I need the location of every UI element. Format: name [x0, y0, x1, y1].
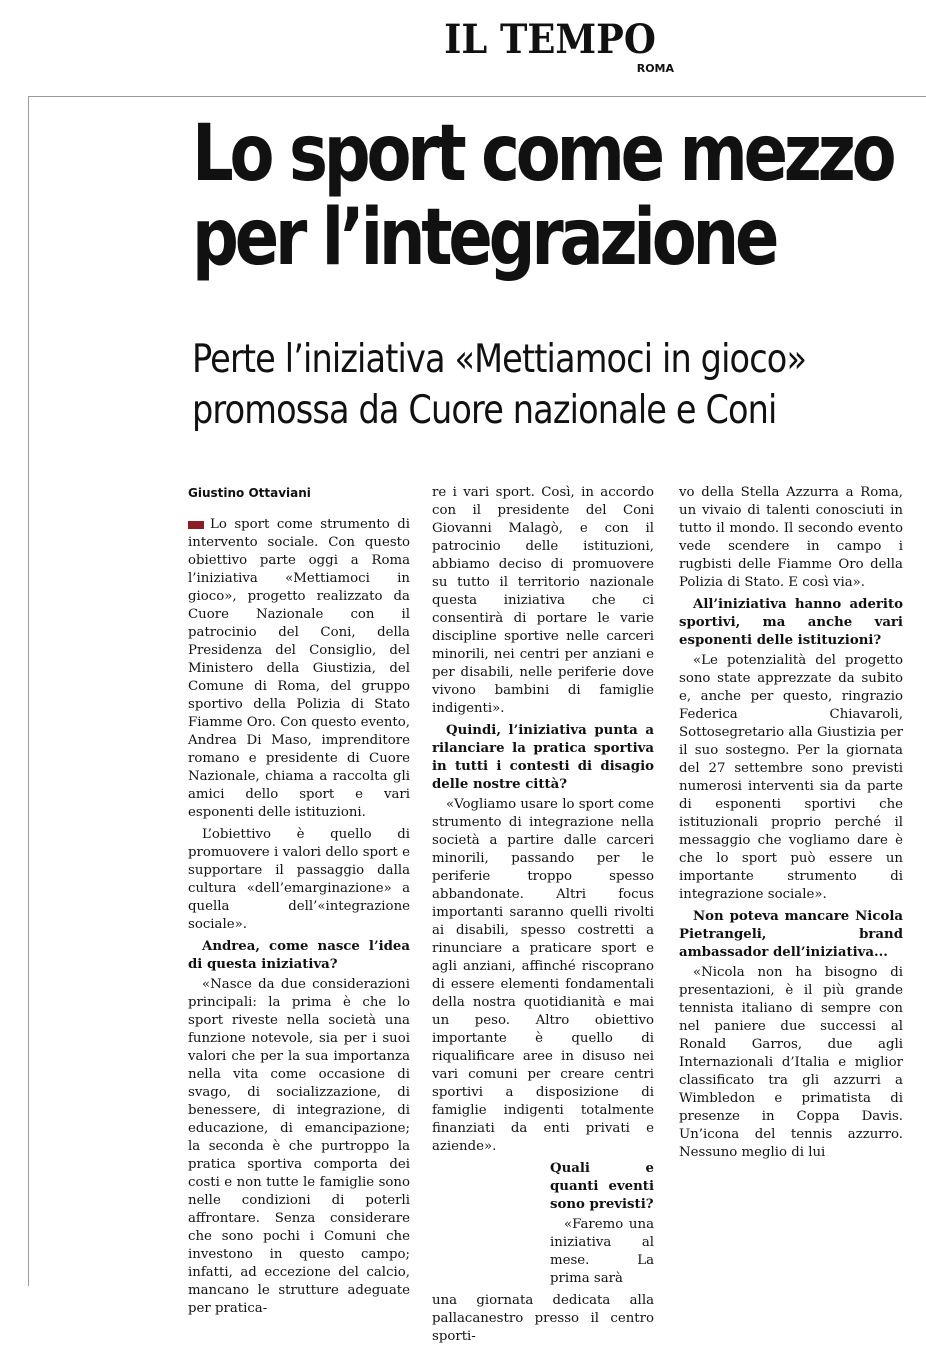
- byline: Giustino Ottaviani: [188, 486, 311, 500]
- article-column-2: [432, 484, 654, 1350]
- subheadline: [192, 334, 823, 436]
- interview-question: All’iniziativa hanno aderito sportivi, ma anche vari esponenti delle istituzioni?: [679, 597, 903, 648]
- frame-left-rule: [28, 96, 29, 1286]
- paragraph: «Vogliamo usare lo sport come strumento di integrazione nella società a partire dalle carceri minorili, passando per le periferie troppo spesso abbandonate. Altri focus importanti saranno quelli rivolti ai disabili, spesso costretti a rinunciare a praticare sport e agli anziani, affinché riscoprano di essere elementi fondamentali della nostra quotidianità e mai un peso. Altro obiettivo importante è quello di riqualificare aree in disuso nei vari comuni per creare centri sportivi a disposizione di famiglie indigenti totalmente finanziati da enti privati e aziende».: [432, 797, 654, 1154]
- paragraph: L’obiettivo è quello di promuovere i valori dello sport e supportare il passaggio dalla cultura «dell’emarginazione» a quella dell’«integrazione sociale».: [188, 827, 410, 932]
- subheadline-line-2: promossa da Cuore nazionale e Coni: [192, 388, 777, 433]
- narrow-question-block: [550, 1160, 654, 1288]
- interview-question: Andrea, come nasce l’idea di questa iniziativa?: [188, 939, 410, 972]
- paragraph-text: Lo sport come strumento di intervento sociale. Con questo obiettivo parte oggi a Roma l’iniziativa «Mettiamoci in gioco», progetto realizzato da Cuore Nazionale con il patrocinio del Coni, della Presidenza del Consiglio, del Ministero della Giustizia, del Comune di Roma, del gruppo sportivo della Polizia di Stato Fiamme Oro. Con questo evento, Andrea Di Maso, imprenditore romano e presidente di Cuore Nazionale, chiama a raccolta gli amici dello sport e vari esponenti delle istituzioni.: [188, 517, 410, 820]
- paragraph: vo della Stella Azzurra a Roma, un vivaio di talenti conosciuti in tutto il mondo. Il secondo evento vede scendere in campo i rugbisti delle Fiamme Oro della Polizia di Stato. E così via».: [679, 485, 903, 590]
- article-column-1: [188, 484, 410, 1322]
- interview-question: Non poteva mancare Nicola Pietrangeli, brand ambassador dell’iniziativa...: [679, 909, 903, 960]
- paragraph: «Faremo una iniziativa al mese. La prima sarà: [550, 1217, 654, 1286]
- paragraph: re i vari sport. Così, in accordo con il presidente del Coni Giovanni Malagò, e con il patrocinio delle istituzioni, abbiamo deciso di promuovere su tutto il territorio nazionale questa iniziativa che ci consentirà di portare le varie discipline sportive nelle carceri minorili, nei centri per anziani e per disabili, nelle periferie dove vivono bambini di famiglie indigenti».: [432, 485, 654, 716]
- headline-line-2: per l’integrazione: [192, 193, 776, 283]
- frame-top-rule: [28, 96, 926, 97]
- paragraph: «Le potenzialità del progetto sono state apprezzate da subito e, anche per questo, ringrazio Federica Chiavaroli, Sottosegretario alla Giustizia per il suo sostegno. Per la giornata del 27 settembre sono previsti numerosi interventi sia da parte di esponenti sportivi che istituzionali proprio perché il messaggio che vogliamo dare è che lo sport può essere un importante strumento di integrazione sociale».: [679, 653, 903, 902]
- headline: [192, 109, 893, 283]
- headline-line-1: Lo sport come mezzo: [192, 109, 893, 199]
- paragraph: una giornata dedicata alla pallacanestro presso il centro sporti-: [432, 1293, 654, 1344]
- paragraph: «Nicola non ha bisogno di presentazioni, è il più grande tennista italiano di sempre con nel paniere due successi al Ronald Garros, due agli Internazionali d’Italia e miglior classificato tra gli azzurri a Wimbledon e primatista di presenze in Coppa Davis. Un’icona del tennis azzurro. Nessuno meglio di lui: [679, 965, 903, 1160]
- paragraph: «Nasce da due considerazioni principali: la prima è che lo sport riveste nella società una funzione notevole, sia per i suoi valori che per la sua importanza nella vita come occasione di svago, di socializzazione, di benessere, di integrazione, di educazione, di emancipazione; la seconda è che purtroppo la pratica sportiva comporta dei costi e non tutte le famiglie sono nelle condizioni di poterli affrontare. Senza considerare che sono pochi i Comuni che investono in questo campo; infatti, ad eccezione del calcio, mancano le strutture adeguate per pratica-: [188, 977, 410, 1316]
- newspaper-logo: IL TEMPO: [444, 16, 656, 63]
- interview-question: Quindi, l’iniziativa punta a rilanciare la pratica sportiva in tutti i contesti di disagio delle nostre città?: [432, 723, 654, 792]
- masthead: [420, 18, 680, 80]
- subheadline-line-1: Perte l’iniziativa «Mettiamoci in gioco»: [192, 337, 807, 382]
- article-column-3: [679, 484, 903, 1166]
- interview-question: Quali e quanti eventi sono previsti?: [550, 1161, 654, 1212]
- section-marker-icon: [188, 521, 204, 529]
- paragraph: [188, 516, 410, 822]
- edition-city: ROMA: [636, 62, 674, 75]
